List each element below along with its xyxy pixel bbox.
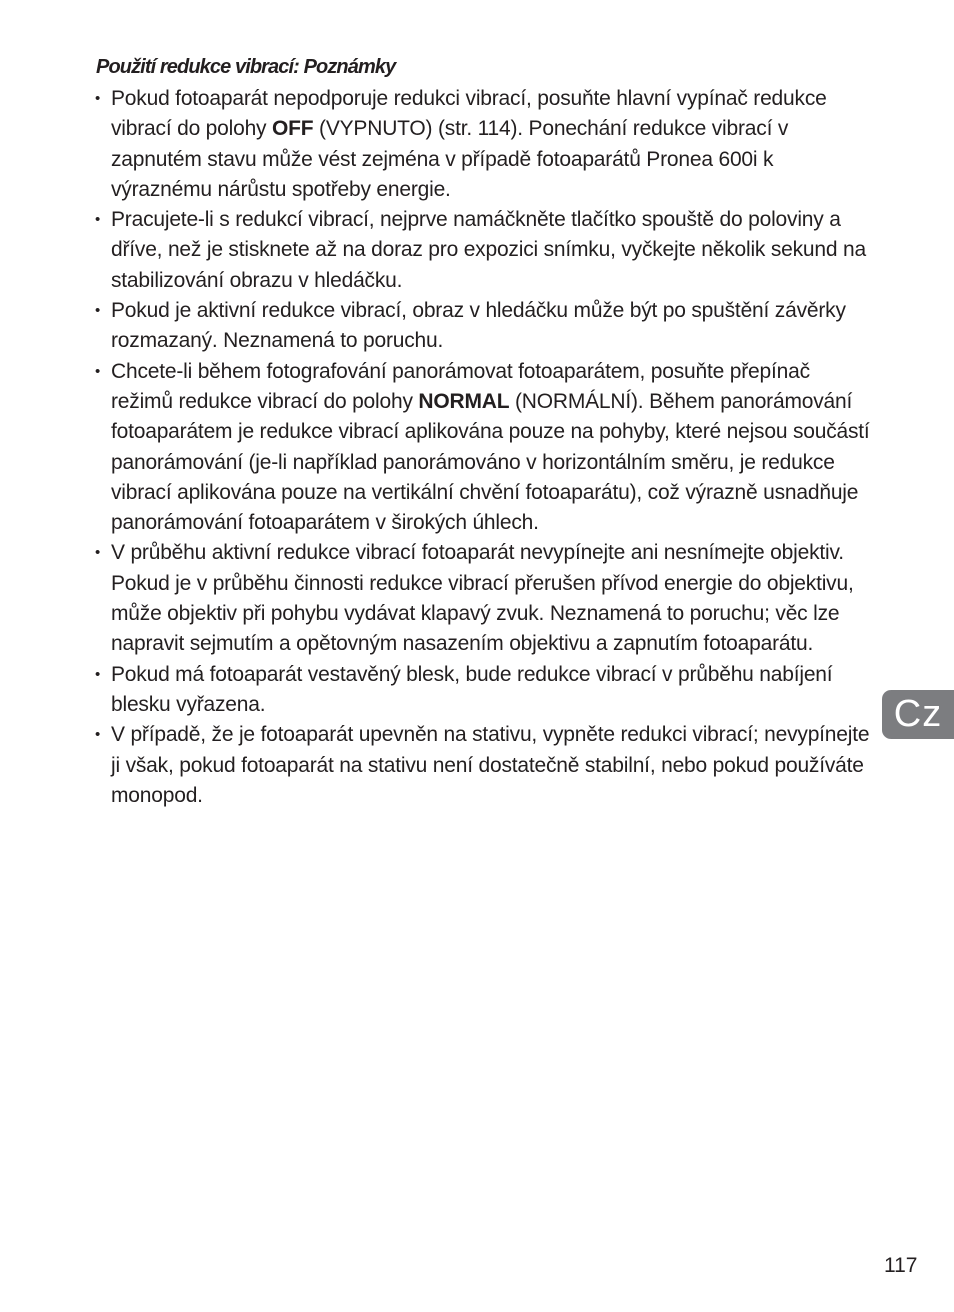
bullet: • [95,90,101,107]
page-number: 117 [884,1254,918,1277]
bullet: • [95,362,101,380]
bullet: • [95,544,101,562]
switch-position-normal: NORMAL [418,389,510,413]
note-text: V případě, že je fotoaparát upevněn na stativu, vypněte redukci vibrací; nevypínejte ji však, pokud fotoaparát na stativu není dostatečně stabilní, nebo pokud používáte monopod. [111,723,870,807]
note-item [93,538,873,659]
note-text: Pracujete-li s redukcí vibrací, nejprve namáčkněte tlačítko spouště do poloviny a dříve, než je stisknete až na doraz pro expozici snímku, vyčkejte několik sekund na stabilizování obrazu v hledáčku. [111,208,866,292]
note-item [93,660,873,721]
notes-list [93,84,873,811]
bullet: • [95,726,101,744]
bullet: • [95,302,101,320]
language-tab: Cz [882,690,954,739]
bullet: • [95,211,101,229]
note-text: Pokud je aktivní redukce vibrací, obraz v hledáčku může být po spuštění závěrky rozmazaný. Neznamená to poruchu. [111,299,846,353]
notes-heading: Použití redukce vibrací: Poznámky [96,56,396,78]
note-text: (VYPNUTO) (str. 114). Ponechání redukce vibrací v zapnutém stavu může vést zejména v případě fotoaparátů Pronea 600i k výraznému nárůstu spotřeby energie. [111,117,789,201]
bullet: • [95,665,101,683]
note-item [93,84,873,205]
note-text: Pokud fotoaparát nepodporuje redukci vibrací, posuňte hlavní vypínač redukce vibrací do polohy [111,87,827,141]
note-item [93,357,873,539]
note-item [93,720,873,811]
note-text: V průběhu aktivní redukce vibrací fotoaparát nevypínejte ani nesnímejte objektiv. Pokud je v průběhu činnosti redukce vibrací přerušen přívod energie do objektivu, může objektiv při pohybu vydávat klapavý zvuk. Neznamená to poruchu; věc lze napravit sejmutím a opětovným nasazením objektivu a zapnutím fotoaparátu. [111,541,854,656]
note-text: (NORMÁLNÍ). Během panorámování fotoaparátem je redukce vibrací aplikována pouze na pohyby, které nejsou součástí panorámování (je-li například panorámováno v horizontálním směru, je redukce vibrací aplikována pouze na vertikální chvění fotoaparátu), což výrazně usnadňuje panorámování fotoaparátem v širokých úhlech. [111,389,870,535]
note-text: Chcete-li během fotografování panorámovat fotoaparátem, posuňte přepínač režimů redukce vibrací do polohy [111,359,810,413]
switch-position-off: OFF [272,117,314,141]
note-item [93,205,873,296]
note-text: Pokud má fotoaparát vestavěný blesk, bude redukce vibrací v průběhu nabíjení blesku vyřazena. [111,662,833,716]
note-item [93,296,873,357]
